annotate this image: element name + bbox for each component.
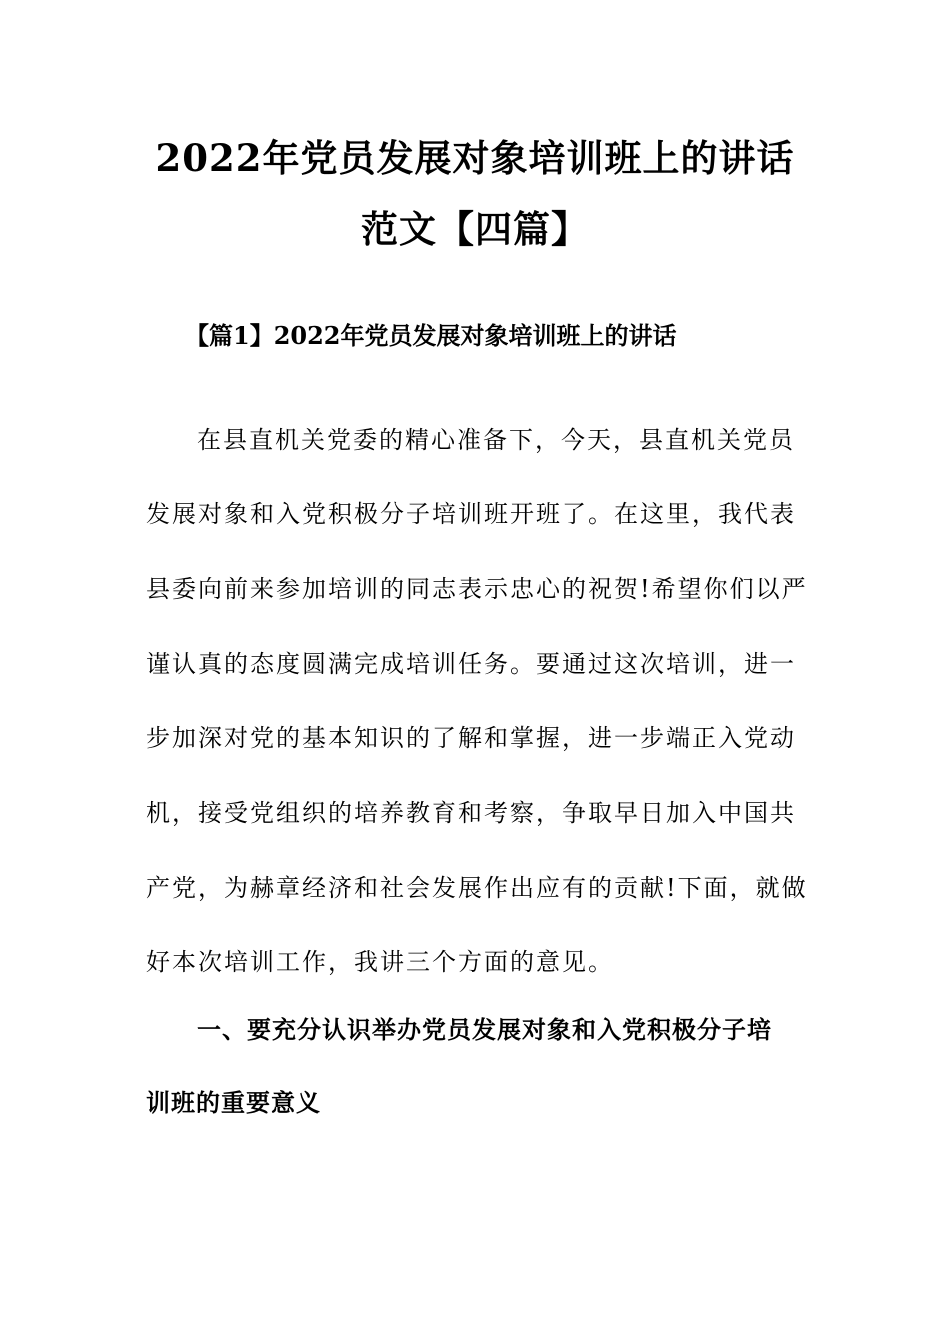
section-heading: 【篇1】2022年党员发展对象培训班上的讲话 — [185, 321, 677, 350]
document-title-line-2: 范文【四篇】 — [361, 207, 589, 251]
heading-1-line: 一、要充分认识举办党员发展对象和入党积极分子培 — [197, 1015, 772, 1044]
paragraph-line: 产党，为赫章经济和社会发展作出应有的贡献!下面，就做 — [146, 874, 808, 902]
paragraph-line: 在县直机关党委的精心准备下，今天，县直机关党员 — [197, 426, 795, 454]
document-title-line-1: 2022年党员发展对象培训班上的讲话 — [155, 136, 795, 180]
paragraph-line: 步加深对党的基本知识的了解和掌握，进一步端正入党动 — [146, 724, 796, 752]
paragraph-line: 县委向前来参加培训的同志表示忠心的祝贺!希望你们以严 — [146, 575, 808, 603]
paragraph-line: 机，接受党组织的培养教育和考察，争取早日加入中国共 — [146, 799, 796, 827]
paragraph-line: 发展对象和入党积极分子培训班开班了。在这里，我代表 — [146, 500, 796, 528]
heading-1-line: 训班的重要意义 — [146, 1088, 321, 1117]
paragraph-line: 好本次培训工作，我讲三个方面的意见。 — [146, 948, 614, 976]
paragraph-line: 谨认真的态度圆满完成培训任务。要通过这次培训，进一 — [146, 650, 796, 678]
